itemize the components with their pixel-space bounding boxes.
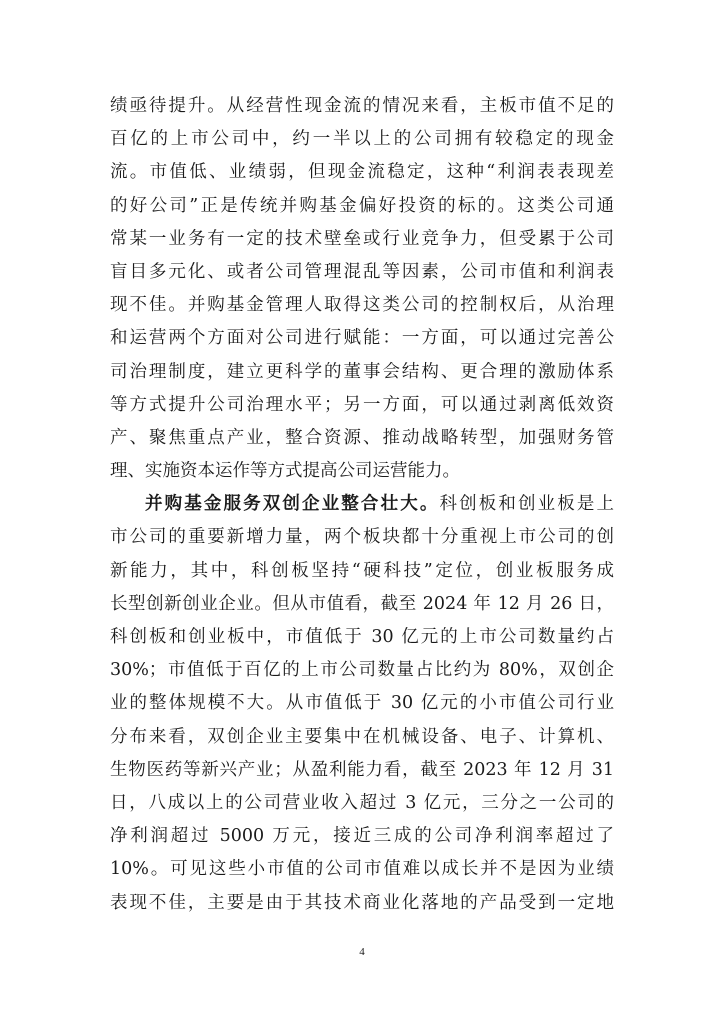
paragraph-2 <box>110 488 614 919</box>
paragraph-heading: 并购基金服务双创企业整合壮大。 <box>145 494 440 515</box>
paragraph-line: 等方式提升公司治理水平；另一方面，可以通过剥离低效资 <box>110 394 614 415</box>
paragraph-line: 司治理制度，建立更科学的董事会结构、更合理的激励体系 <box>110 361 614 382</box>
paragraph-line: 常某一业务有一定的技术壁垒或行业竞争力，但受累于公司 <box>110 228 614 249</box>
paragraph-line: 分布来看，双创企业主要集中在机械设备、电子、计算机、 <box>110 726 614 747</box>
document-body <box>110 90 614 920</box>
paragraph-line: 流。市值低、业绩弱，但现金流稳定，这种“利润表表现差 <box>110 162 614 183</box>
paragraph-line: 30%；市值低于百亿的上市公司数量占比约为 80%，双创企 <box>110 660 614 681</box>
paragraph-line: 绩亟待提升。从经营性现金流的情况来看，主板市值不足的 <box>110 96 614 116</box>
paragraph-first-line <box>110 488 614 521</box>
paragraph-line: 理、实施资本运作等方式提高公司运营能力。 <box>110 461 460 482</box>
paragraph-line: 日，八成以上的公司营业收入超过 3 亿元，三分之一公司的 <box>110 792 614 813</box>
paragraph-first-line-text: 科创板和创业板是上 <box>439 494 615 515</box>
paragraph-line: 科创板和创业板中，市值低于 30 亿元的上市公司数量约占 <box>110 627 614 647</box>
paragraph-line: 长型创新创业企业。但从市值看，截至 2024 年 12 月 26 日， <box>110 593 614 614</box>
paragraph-line: 净利润超过 5000 万元，接近三成的公司净利润率超过了 <box>110 826 614 847</box>
paragraph-line: 和运营两个方面对公司进行赋能：一方面，可以通过完善公 <box>110 328 614 349</box>
paragraph-line: 生物医药等新兴产业；从盈利能力看，截至 2023 年 12 月 31 <box>110 759 614 780</box>
paragraph-line: 盲目多元化、或者公司管理混乱等因素，公司市值和利润表 <box>110 261 614 282</box>
paragraph-line: 现不佳。并购基金管理人取得这类公司的控制权后，从治理 <box>110 295 614 316</box>
paragraph-1 <box>110 90 614 488</box>
paragraph-line: 产、聚焦重点产业，整合资源、推动战略转型，加强财务管 <box>110 427 614 448</box>
paragraph-line: 市公司的重要新增力量，两个板块都十分重视上市公司的创 <box>110 527 614 548</box>
paragraph-line: 新能力，其中，科创板坚持“硬科技”定位，创业板服务成 <box>110 560 614 581</box>
paragraph-line: 的好公司”正是传统并购基金偏好投资的标的。这类公司通 <box>110 195 614 216</box>
page-number: 4 <box>359 946 365 958</box>
paragraph-line: 10%。可见这些小市值的公司市值难以成长并不是因为业绩 <box>110 859 614 880</box>
paragraph-line: 百亿的上市公司中，约一半以上的公司拥有较稳定的现金 <box>110 129 614 150</box>
paragraph-line: 业的整体规模不大。从市值低于 30 亿元的小市值公司行业 <box>110 693 614 714</box>
paragraph-line: 表现不佳，主要是由于其技术商业化落地的产品受到一定地 <box>110 892 614 913</box>
